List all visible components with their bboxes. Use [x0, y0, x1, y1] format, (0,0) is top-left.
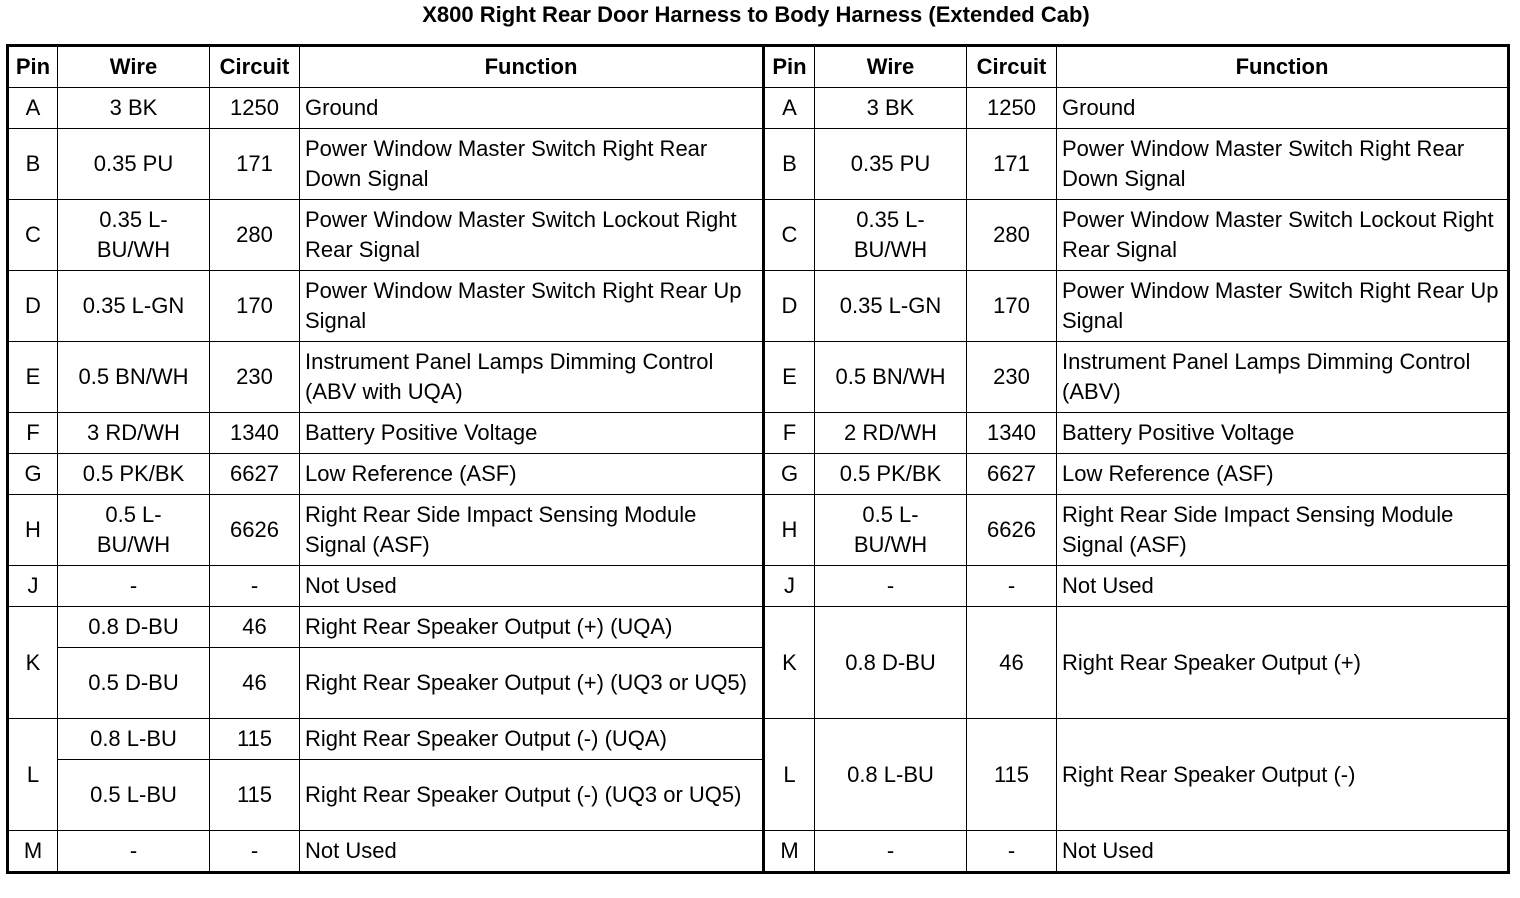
function-cell: Not Used — [300, 566, 764, 607]
function-cell: Power Window Master Switch Right Rear Up Signal — [300, 271, 764, 342]
circuit-cell: 115 — [967, 719, 1057, 831]
circuit-cell: 46 — [210, 648, 300, 719]
function-cell: Instrument Panel Lamps Dimming Control (ABV) — [1057, 342, 1509, 413]
wire-cell: - — [58, 566, 210, 607]
function-cell: Power Window Master Switch Lockout Right Rear Signal — [1057, 200, 1509, 271]
pin-cell: C — [764, 200, 815, 271]
table-row — [8, 495, 1509, 566]
function-cell: Instrument Panel Lamps Dimming Control (ABV with UQA) — [300, 342, 764, 413]
wire-cell: - — [815, 831, 967, 873]
wire-cell: 0.35 PU — [58, 129, 210, 200]
function-cell: Ground — [300, 88, 764, 129]
pin-cell: D — [764, 271, 815, 342]
circuit-cell: 6627 — [210, 454, 300, 495]
pin-cell: G — [764, 454, 815, 495]
circuit-cell: 280 — [210, 200, 300, 271]
wire-cell: 3 BK — [58, 88, 210, 129]
circuit-cell: 280 — [967, 200, 1057, 271]
pin-cell: H — [8, 495, 58, 566]
function-cell: Not Used — [1057, 566, 1509, 607]
circuit-cell: - — [967, 831, 1057, 873]
pin-cell: M — [764, 831, 815, 873]
header-function: Function — [1057, 46, 1509, 88]
function-cell: Not Used — [300, 831, 764, 873]
circuit-cell: 46 — [210, 607, 300, 648]
circuit-cell: 6626 — [967, 495, 1057, 566]
wire-cell: 0.35 L-BU/WH — [815, 200, 967, 271]
table-row — [8, 200, 1509, 271]
function-cell: Battery Positive Voltage — [300, 413, 764, 454]
function-cell: Right Rear Speaker Output (-) — [1057, 719, 1509, 831]
header-function: Function — [300, 46, 764, 88]
wire-cell: 0.8 L-BU — [815, 719, 967, 831]
circuit-cell: - — [210, 566, 300, 607]
function-cell: Right Rear Speaker Output (-) (UQ3 or UQ5) — [300, 760, 764, 831]
table-row — [8, 831, 1509, 873]
page-title: X800 Right Rear Door Harness to Body Harness (Extended Cab) — [422, 2, 1090, 27]
circuit-cell: 170 — [210, 271, 300, 342]
function-cell: Right Rear Speaker Output (+) — [1057, 607, 1509, 719]
wire-cell: 0.8 D-BU — [815, 607, 967, 719]
header-row — [8, 46, 1509, 88]
table-row — [8, 454, 1509, 495]
function-cell: Ground — [1057, 88, 1509, 129]
wire-cell: 0.5 BN/WH — [58, 342, 210, 413]
table-row — [8, 719, 1509, 760]
circuit-cell: 171 — [210, 129, 300, 200]
pin-cell: B — [764, 129, 815, 200]
circuit-cell: 115 — [210, 719, 300, 760]
function-cell: Not Used — [1057, 831, 1509, 873]
table-row — [8, 342, 1509, 413]
function-cell: Low Reference (ASF) — [1057, 454, 1509, 495]
table-row — [8, 413, 1509, 454]
wire-cell: 3 RD/WH — [58, 413, 210, 454]
function-cell: Power Window Master Switch Lockout Right Rear Signal — [300, 200, 764, 271]
wire-cell: 0.5 L-BU/WH — [58, 495, 210, 566]
wire-cell: 0.35 L-BU/WH — [58, 200, 210, 271]
pin-cell: K — [764, 607, 815, 719]
wire-cell: 0.5 L-BU — [58, 760, 210, 831]
circuit-cell: - — [967, 566, 1057, 607]
table-row — [8, 566, 1509, 607]
circuit-cell: 171 — [967, 129, 1057, 200]
wire-cell: 0.5 PK/BK — [58, 454, 210, 495]
circuit-cell: 6626 — [210, 495, 300, 566]
pin-cell: J — [8, 566, 58, 607]
wire-cell: 0.35 PU — [815, 129, 967, 200]
function-cell: Power Window Master Switch Right Rear Down Signal — [1057, 129, 1509, 200]
pin-cell: E — [764, 342, 815, 413]
wire-cell: 2 RD/WH — [815, 413, 967, 454]
circuit-cell: 115 — [210, 760, 300, 831]
pin-cell: A — [764, 88, 815, 129]
pin-cell: H — [764, 495, 815, 566]
circuit-cell: - — [210, 831, 300, 873]
header-wire: Wire — [815, 46, 967, 88]
pin-cell: A — [8, 88, 58, 129]
wire-cell: - — [815, 566, 967, 607]
function-cell: Battery Positive Voltage — [1057, 413, 1509, 454]
table-row — [8, 88, 1509, 129]
header-pin: Pin — [8, 46, 58, 88]
table-row — [8, 129, 1509, 200]
circuit-cell: 46 — [967, 607, 1057, 719]
wire-cell: - — [58, 831, 210, 873]
pin-cell: G — [8, 454, 58, 495]
pin-cell: K — [8, 607, 58, 719]
function-cell: Right Rear Speaker Output (+) (UQA) — [300, 607, 764, 648]
header-pin: Pin — [764, 46, 815, 88]
circuit-cell: 1340 — [967, 413, 1057, 454]
wire-cell: 0.35 L-GN — [815, 271, 967, 342]
pin-cell: M — [8, 831, 58, 873]
pin-cell: L — [764, 719, 815, 831]
circuit-cell: 1250 — [967, 88, 1057, 129]
connector-table — [6, 44, 1510, 874]
wire-cell: 0.5 PK/BK — [815, 454, 967, 495]
table-row — [8, 271, 1509, 342]
circuit-cell: 170 — [967, 271, 1057, 342]
pin-cell: J — [764, 566, 815, 607]
function-cell: Low Reference (ASF) — [300, 454, 764, 495]
pin-cell: C — [8, 200, 58, 271]
wire-cell: 0.5 D-BU — [58, 648, 210, 719]
table-row — [8, 607, 1509, 648]
function-cell: Power Window Master Switch Right Rear Up Signal — [1057, 271, 1509, 342]
pin-cell: L — [8, 719, 58, 831]
function-cell: Power Window Master Switch Right Rear Down Signal — [300, 129, 764, 200]
wire-cell: 0.35 L-GN — [58, 271, 210, 342]
pin-cell: F — [8, 413, 58, 454]
header-wire: Wire — [58, 46, 210, 88]
header-circuit: Circuit — [210, 46, 300, 88]
wire-cell: 3 BK — [815, 88, 967, 129]
pin-cell: D — [8, 271, 58, 342]
function-cell: Right Rear Side Impact Sensing Module Signal (ASF) — [300, 495, 764, 566]
wire-cell: 0.8 D-BU — [58, 607, 210, 648]
wire-cell: 0.8 L-BU — [58, 719, 210, 760]
function-cell: Right Rear Speaker Output (-) (UQA) — [300, 719, 764, 760]
header-circuit: Circuit — [967, 46, 1057, 88]
wire-cell: 0.5 L-BU/WH — [815, 495, 967, 566]
pin-cell: E — [8, 342, 58, 413]
circuit-cell: 6627 — [967, 454, 1057, 495]
function-cell: Right Rear Side Impact Sensing Module Signal (ASF) — [1057, 495, 1509, 566]
function-cell: Right Rear Speaker Output (+) (UQ3 or UQ5) — [300, 648, 764, 719]
pin-cell: B — [8, 129, 58, 200]
circuit-cell: 1340 — [210, 413, 300, 454]
circuit-cell: 230 — [967, 342, 1057, 413]
circuit-cell: 230 — [210, 342, 300, 413]
pin-cell: F — [764, 413, 815, 454]
wire-cell: 0.5 BN/WH — [815, 342, 967, 413]
circuit-cell: 1250 — [210, 88, 300, 129]
